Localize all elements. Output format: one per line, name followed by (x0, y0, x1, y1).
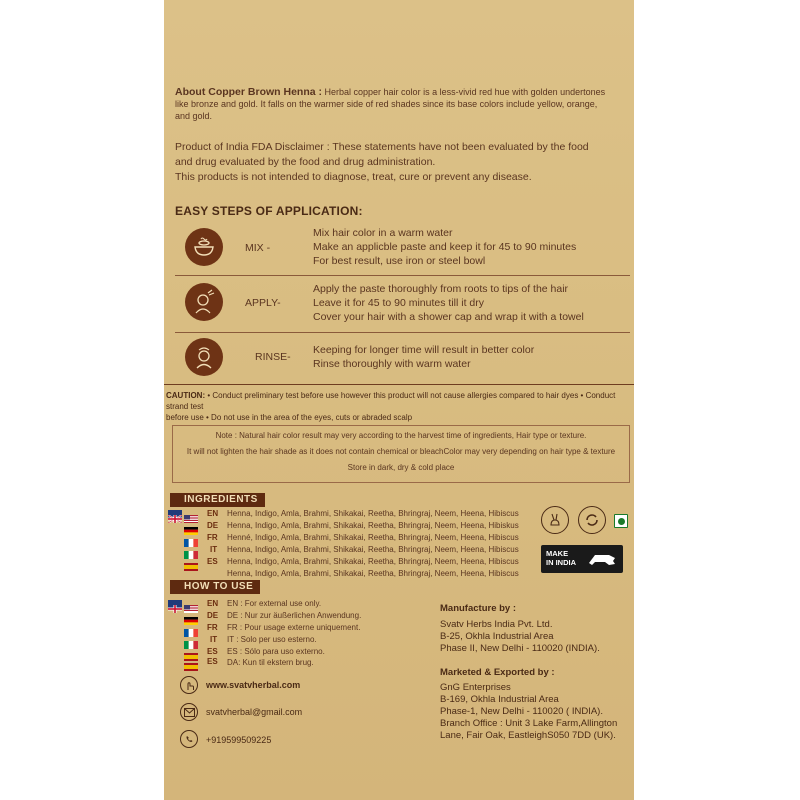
note-line2: It will not lighten the hair shade as it does not contain chemical or bleachColor may very depending on hair type & texture (186, 447, 616, 456)
manufacture-line3: Phase II, New Delhi - 110020 (INDIA). (440, 643, 600, 654)
ingredient-row: Henna, Indigo, Amla, Brahmi, Shikakai, Reetha, Bhringraj, Neem, Heena, Hibiscus (227, 569, 519, 578)
manufacture-line1: Svatv Herbs India Pvt. Ltd. (440, 619, 553, 630)
germany-flag-icon (184, 612, 198, 620)
step-mix-lines (313, 226, 576, 268)
caution-line1: • Conduct preliminary test before use however this product will not cause allergies compared to hair dyes • Conduct strand test (166, 391, 616, 411)
lang-code-es: ES (207, 657, 218, 666)
usage-row: EN : For external use only. (227, 599, 322, 608)
italy-flag-icon (184, 546, 198, 554)
whatsapp-icon (180, 730, 198, 748)
marketed-label: Marketed & Exported by : (440, 667, 555, 678)
lang-code-fr: FR (207, 533, 218, 542)
note-box (172, 425, 630, 483)
website-link[interactable]: www.svatvherbal.com (206, 680, 301, 690)
france-flag-icon (184, 534, 198, 542)
step-apply-name: APPLY- (245, 297, 281, 309)
make-in-india-text (546, 549, 576, 567)
about-line3: and gold. (175, 111, 213, 121)
ingredient-row: Henna, Indigo, Amla, Brahmi, Shikakai, Reetha, Bhringraj, Neem, Heena, Hibiskus (227, 521, 519, 530)
lang-code-it: IT (210, 545, 218, 554)
usage-row: ES : Sólo para uso externo. (227, 647, 325, 656)
us-flag-icon (184, 600, 198, 608)
section-divider (164, 384, 634, 385)
make-in-india-line2: IN INDIA (546, 558, 576, 567)
uk-flag-icon (168, 510, 182, 518)
fda-line1: These statements have not been evaluated by the food (332, 141, 589, 153)
ingredient-row: Henné, Indigo, Amla, Brahmi, Shikakai, Reetha, Bhringraj, Neem, Heena, Hibiscus (227, 533, 519, 542)
step-mix-line1: Mix hair color in a warm water (313, 227, 453, 239)
about-section (175, 86, 625, 122)
fda-section (175, 140, 625, 185)
spain-flag-icon (184, 558, 198, 566)
ingredients-heading: INGREDIENTS (170, 493, 265, 507)
usage-row: DA: Kun til ekstern brug. (227, 658, 314, 667)
lang-code-es: ES (207, 557, 218, 566)
make-in-india-line1: MAKE (546, 549, 569, 558)
manufacture-label: Manufacture by : (440, 603, 517, 614)
fda-line3: This products is not intended to diagnose, treat, cure or prevent any disease. (175, 171, 532, 183)
green-dot-recycle-icon (578, 506, 606, 534)
ingredient-row: Henna, Indigo, Amla, Brahmi, Shikakai, Reetha, Bhringraj, Neem, Heena, Hibiscus (227, 545, 519, 554)
marketed-line4: Branch Office : Unit 3 Lake Farm,Allington (440, 718, 618, 729)
step-rinse-lines (313, 343, 534, 371)
manufacture-line2: B-25, Okhla Industrial Area (440, 631, 554, 642)
fda-line2: and drug evaluated by the food and drug administration. (175, 156, 436, 168)
caution-line2: before use • Do not use in the area of the eyes, cuts or abraded scalp (166, 413, 413, 422)
uk-flag-icon (168, 600, 182, 608)
lang-code-en: EN (207, 599, 219, 608)
about-line2: like bronze and gold. It falls on the warmer side of red shades since its base colors include yellow, orange, (175, 99, 598, 109)
step-rinse-name: RINSE- (255, 351, 291, 363)
email-icon (180, 703, 198, 721)
italy-flag-icon (184, 636, 198, 644)
note-line1: Note : Natural hair color result may very according to the harvest time of ingredients, Hair type or texture. (215, 431, 587, 440)
step-mix-name: MIX - (245, 242, 271, 254)
how-to-use-heading: HOW TO USE (170, 580, 260, 594)
step-rinse-line2: Rinse thoroughly with warm water (313, 358, 471, 370)
step-apply-lines (313, 282, 584, 324)
step-apply-line2: Leave it for 45 to 90 minutes till it dry (313, 297, 484, 309)
marketed-line1: GnG Enterprises (440, 682, 511, 693)
ingredient-row: Henna, Indigo, Amla, Brahmi, Shikakai, Reetha, Bhringraj, Neem, Heena, Hibiscus (227, 557, 519, 566)
step-divider (175, 275, 630, 276)
veg-mark-icon (614, 514, 628, 528)
step-mix-line2: Make an applicble paste and keep it for 45 to 90 minutes (313, 241, 577, 253)
usage-row: IT : Solo per uso esterno. (227, 635, 317, 644)
caution-section (166, 390, 632, 423)
spain-flag-icon (184, 658, 198, 666)
about-label: About Copper Brown Henna : (175, 86, 322, 98)
marketed-line3: Phase-1, New Delhi - 110020 ( INDIA). (440, 706, 603, 717)
germany-flag-icon (184, 522, 198, 530)
make-in-india-badge (541, 545, 623, 573)
marketed-line5: Lane, Fair Oak, EastleighS050 7DD (UK). (440, 730, 616, 741)
note-line3: Store in dark, dry & cold place (347, 463, 455, 472)
lang-code-de: DE (207, 521, 219, 530)
fda-label: Product of India FDA Disclaimer : (175, 141, 330, 153)
rinse-icon (185, 338, 223, 376)
lang-code-fr: FR (207, 623, 218, 632)
apply-hair-icon (185, 283, 223, 321)
spain-flag-icon (184, 648, 198, 656)
step-apply-line3: Cover your hair with a shower cap and wrap it with a towel (313, 311, 584, 323)
step-mix-line3: For best result, use iron or steel bowl (313, 255, 486, 267)
us-flag-icon (184, 510, 198, 518)
phone-link[interactable]: +919599509225 (206, 735, 272, 745)
steps-heading: EASY STEPS OF APPLICATION: (175, 204, 363, 218)
manufacture-block (440, 603, 600, 655)
web-click-icon (180, 676, 198, 694)
marketed-line2: B-169, Okhla Industrial Area (440, 694, 559, 705)
email-link[interactable]: svatvherbal@gmail.com (206, 707, 303, 717)
lang-code-en: EN (207, 509, 219, 518)
bowl-icon (185, 228, 223, 266)
lion-icon (587, 551, 619, 567)
step-apply-line1: Apply the paste thoroughly from roots to tips of the hair (313, 283, 569, 295)
usage-row: FR : Pour usage externe uniquement. (227, 623, 361, 632)
step-divider (175, 332, 630, 333)
step-rinse-line1: Keeping for longer time will result in better color (313, 344, 535, 356)
ingredient-row: Henna, Indigo, Amla, Brahmi, Shikakai, Reetha, Bhringraj, Neem, Heena, Hibiscus (227, 509, 519, 518)
lang-code-es: ES (207, 647, 218, 656)
usage-row: DE : Nur zur äußerlichen Anwendung. (227, 611, 362, 620)
lang-code-it: IT (210, 635, 218, 644)
marketed-block (440, 667, 617, 742)
cruelty-free-rabbit-icon (541, 506, 569, 534)
france-flag-icon (184, 624, 198, 632)
caution-label: CAUTION: (166, 391, 206, 400)
about-line1: Herbal copper hair color is a less-vivid red hue with golden undertones (324, 87, 606, 97)
lang-code-de: DE (207, 611, 219, 620)
